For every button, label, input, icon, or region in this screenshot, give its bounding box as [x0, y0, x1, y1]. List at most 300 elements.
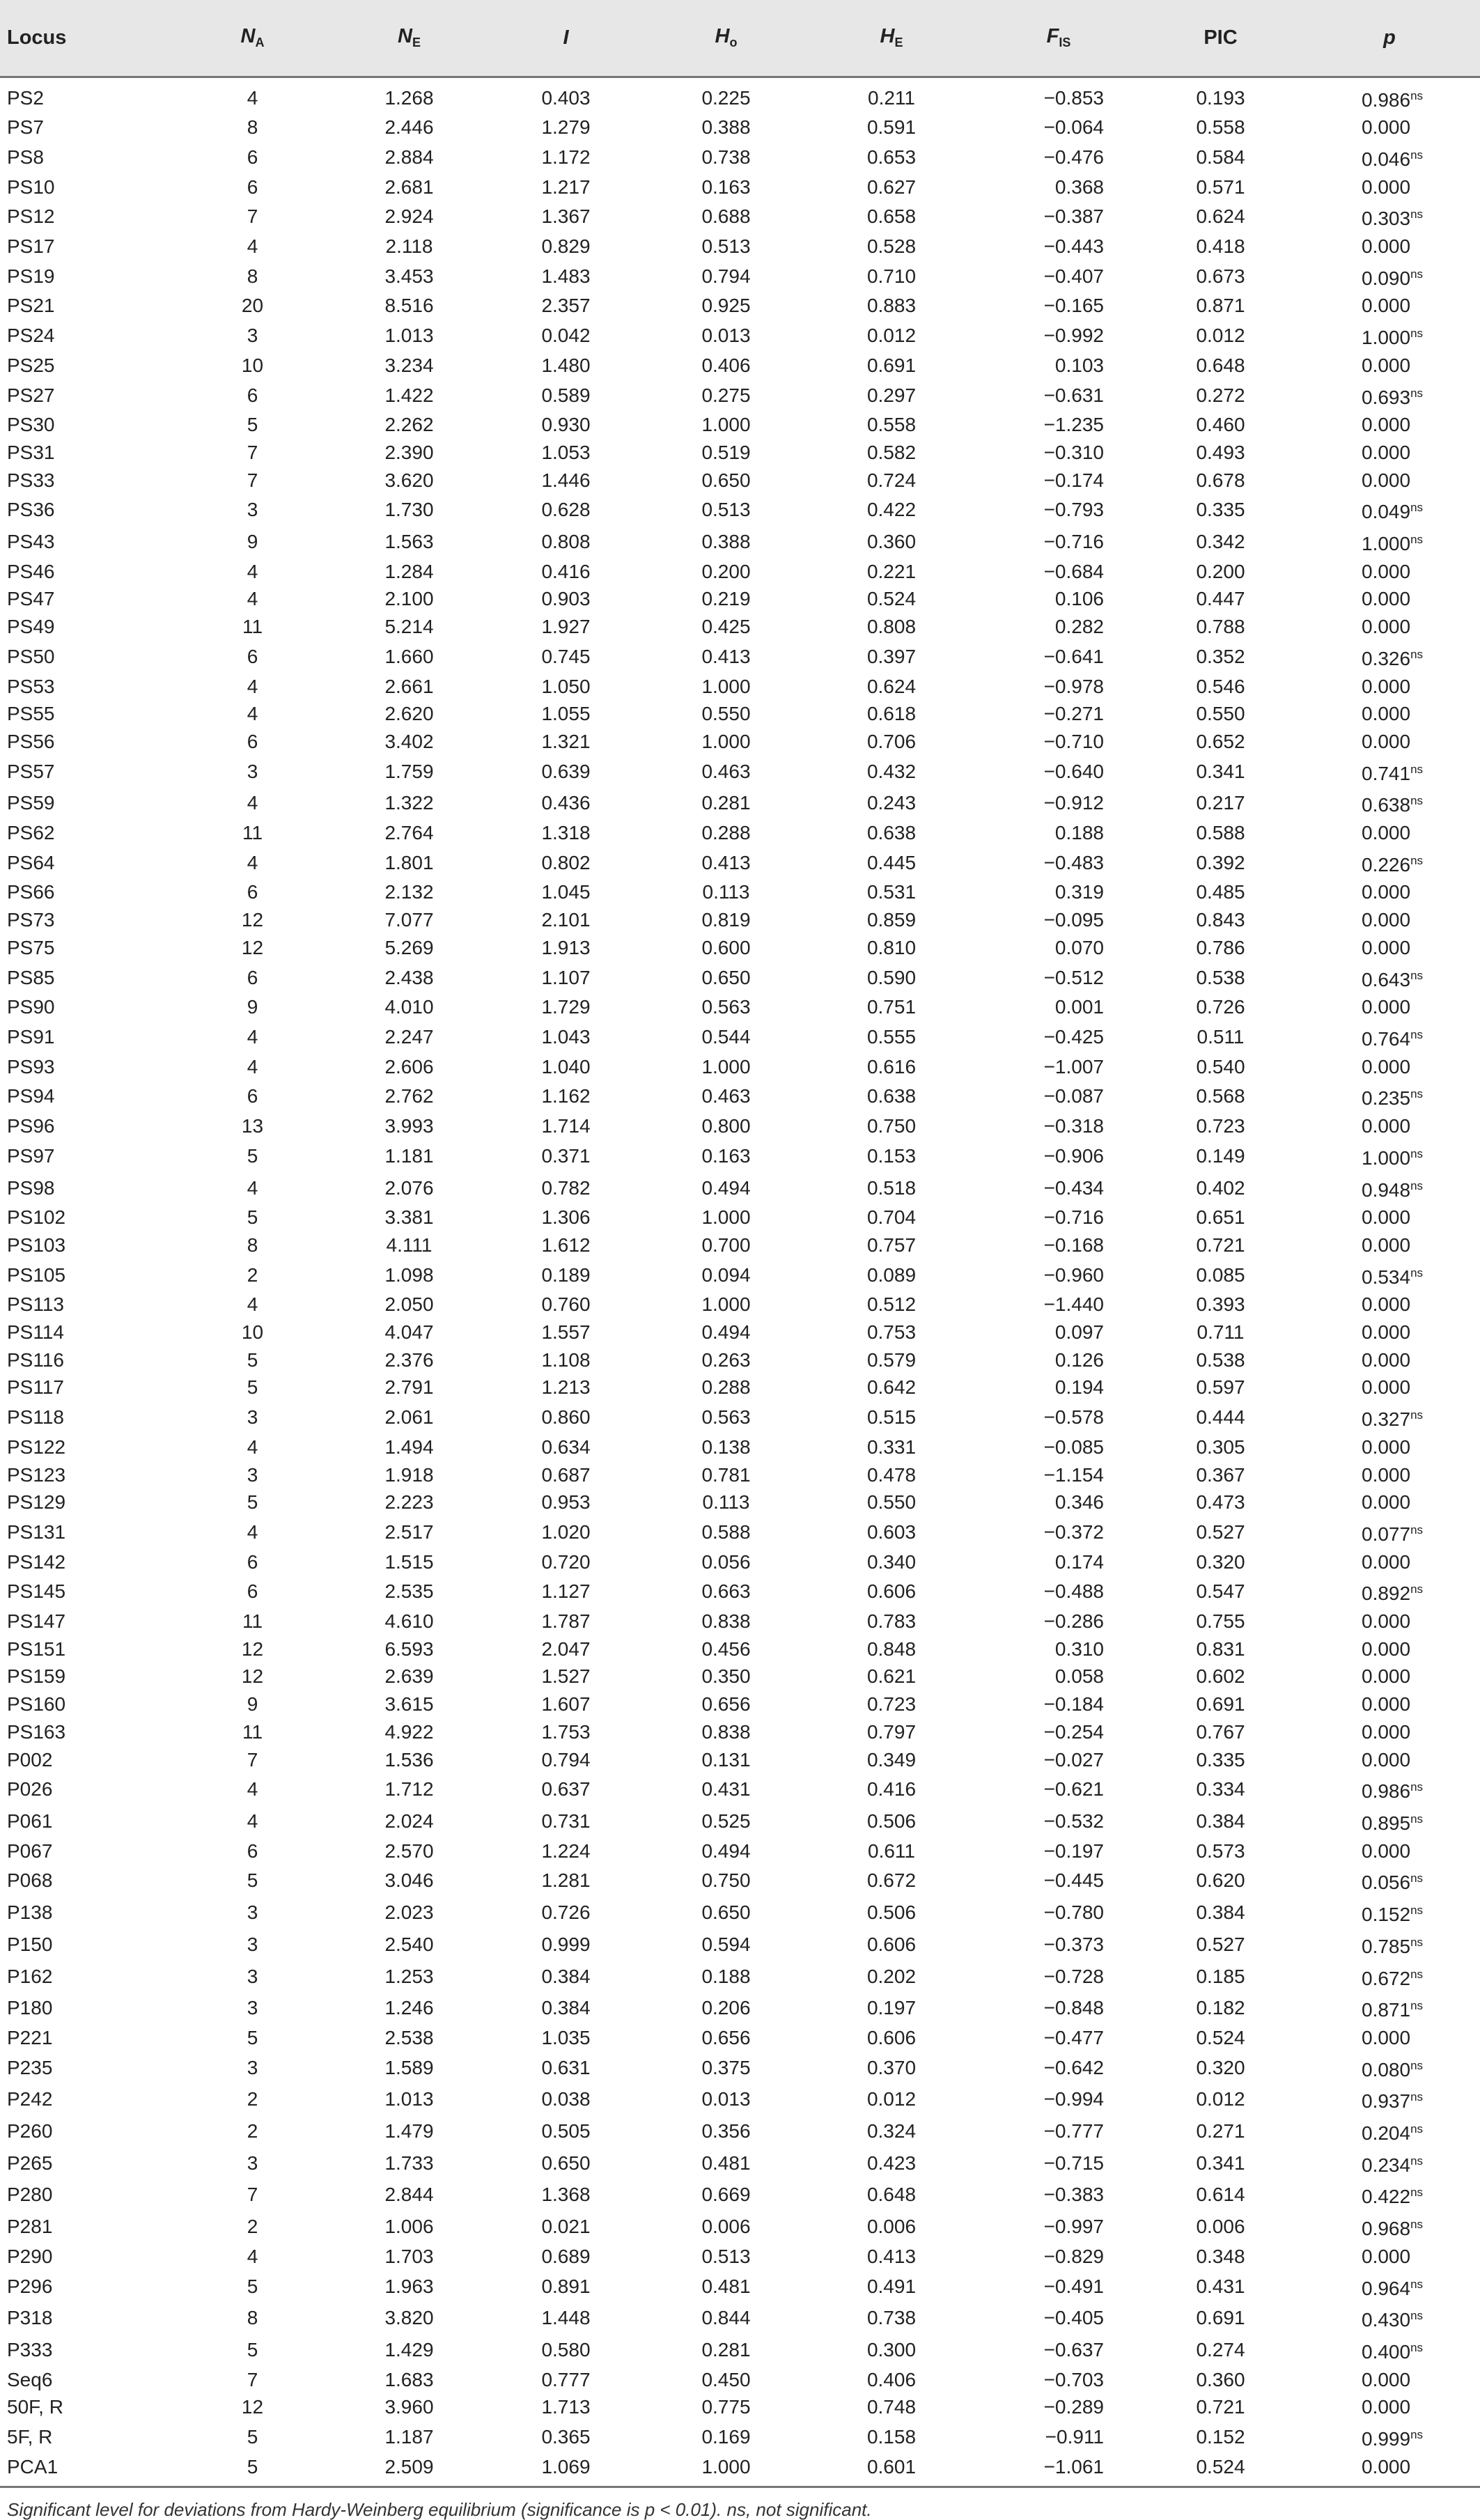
- cell-ne: 1.683: [384, 2368, 434, 2390]
- cell-na: 7: [247, 441, 258, 463]
- cell-ho: 0.481: [701, 2275, 751, 2297]
- cell-value: 0.174: [1054, 1550, 1104, 1573]
- cell-ne: 1.013: [384, 325, 434, 347]
- cell-fis: [975, 141, 1142, 173]
- cell-p-value: [1299, 380, 1480, 412]
- cell-fis: [975, 993, 1142, 1021]
- cell-p-value: [1299, 756, 1480, 788]
- table-row: [0, 1516, 1480, 1548]
- table-row: [0, 1080, 1480, 1112]
- table-row: [0, 1401, 1480, 1433]
- cell-locus: PS160: [7, 1693, 66, 1716]
- table-row: [0, 2243, 1480, 2271]
- cell-pic: 0.274: [1196, 2338, 1245, 2360]
- cell-value: −0.168: [1043, 1234, 1104, 1256]
- cell-he: 0.397: [866, 645, 917, 667]
- cell-he: 0.360: [866, 531, 917, 553]
- cell-i: 1.480: [541, 354, 591, 376]
- significance-marker: ns: [1410, 148, 1424, 162]
- cell-value: [1334, 1080, 1445, 1112]
- cell-he: 0.624: [866, 675, 917, 697]
- cell-fis: [975, 728, 1142, 756]
- cell-value: −0.578: [1043, 1406, 1104, 1429]
- cell-value: −1.440: [1043, 1293, 1104, 1316]
- cell-p-value: [1299, 847, 1480, 879]
- cell-ho: 0.056: [701, 1550, 751, 1573]
- cell-he: 0.883: [866, 295, 917, 317]
- cell-na: 4: [247, 86, 258, 109]
- cell-value: −0.997: [1043, 2216, 1104, 2238]
- cell-he: 0.153: [866, 1144, 917, 1167]
- cell-i: 0.416: [541, 560, 591, 582]
- cell-ne: 2.390: [384, 441, 434, 463]
- cell-i: 0.760: [541, 1293, 591, 1316]
- p-value-text: 0.000: [1362, 1491, 1411, 1514]
- cell-locus: PS62: [7, 822, 55, 844]
- cell-value: [1334, 233, 1445, 260]
- cell-pic: 0.558: [1196, 116, 1245, 139]
- cell-p-value: [1299, 352, 1480, 380]
- column-header-label: PIC: [1204, 26, 1238, 49]
- cell-he: 0.808: [866, 616, 917, 638]
- table-row: [0, 1663, 1480, 1690]
- cell-fis: [975, 1516, 1142, 1548]
- cell-i: 0.038: [541, 2088, 591, 2110]
- cell-i: 1.913: [541, 936, 591, 958]
- p-value-text: 0.000: [1362, 354, 1411, 376]
- cell-na: 8: [247, 1234, 258, 1256]
- significance-marker: ns: [1410, 1812, 1424, 1826]
- cell-i: 1.367: [541, 205, 591, 228]
- cell-na: 5: [247, 1491, 258, 1514]
- column-header-pic: [1142, 0, 1299, 77]
- cell-value: −0.027: [1043, 1748, 1104, 1771]
- cell-ho: 0.519: [701, 441, 751, 463]
- cell-locus: PS90: [7, 996, 55, 1018]
- cell-ho: 0.794: [701, 265, 751, 287]
- cell-i: 1.035: [541, 2026, 591, 2048]
- cell-na: 6: [247, 645, 258, 667]
- cell-ne: 1.703: [384, 2245, 434, 2267]
- cell-value: [1334, 1837, 1445, 1865]
- p-value-text: 0.000: [1362, 1665, 1411, 1688]
- cell-fis: [975, 962, 1142, 994]
- cell-na: 11: [242, 1720, 263, 1743]
- cell-ne: 1.589: [384, 2056, 434, 2078]
- p-value-text: 0.303: [1362, 208, 1411, 230]
- cell-p-value: [1299, 1291, 1480, 1319]
- cell-ho: 0.844: [701, 2307, 751, 2329]
- table-row: [0, 114, 1480, 141]
- cell-ho: 0.413: [701, 851, 751, 873]
- cell-locus: PS159: [7, 1665, 66, 1688]
- cell-value: [1334, 585, 1445, 613]
- cell-na: 5: [247, 1869, 258, 1892]
- cell-na: 3: [247, 499, 258, 521]
- cell-ne: 2.620: [384, 703, 434, 725]
- cell-i: 0.628: [541, 499, 591, 521]
- cell-fis: [975, 1461, 1142, 1489]
- cell-i: 1.448: [541, 2307, 591, 2329]
- cell-ho: 0.838: [701, 1610, 751, 1633]
- p-value-text: 0.090: [1362, 267, 1411, 289]
- cell-he: 0.089: [866, 1263, 917, 1286]
- cell-p-value: [1299, 411, 1480, 439]
- cell-na: 4: [247, 1055, 258, 1078]
- cell-ne: 5.214: [384, 616, 434, 638]
- p-value-text: 0.056: [1362, 1872, 1411, 1894]
- column-header-p: [1299, 0, 1480, 77]
- cell-ne: 1.429: [384, 2338, 434, 2360]
- cell-locus: PS131: [7, 1520, 66, 1543]
- cell-fis: [975, 320, 1142, 352]
- cell-pic: 0.721: [1196, 1234, 1245, 1256]
- cell-pic: 0.678: [1196, 469, 1245, 491]
- cell-fis: [975, 1805, 1142, 1837]
- cell-locus: PS30: [7, 414, 55, 436]
- cell-i: 2.101: [541, 909, 591, 931]
- cell-fis: [975, 2271, 1142, 2303]
- cell-ho: 0.544: [701, 1026, 751, 1048]
- cell-fis: [975, 613, 1142, 641]
- significance-marker: ns: [1410, 208, 1424, 221]
- cell-pic: 0.571: [1196, 176, 1245, 198]
- cell-value: [1334, 2302, 1445, 2334]
- cell-i: 1.224: [541, 1840, 591, 1862]
- cell-pic: 0.648: [1196, 354, 1245, 376]
- cell-he: 0.621: [866, 1665, 917, 1688]
- cell-ne: 2.517: [384, 1520, 434, 1543]
- cell-locus: PS10: [7, 176, 55, 198]
- p-value-text: 0.226: [1362, 853, 1411, 876]
- cell-i: 0.689: [541, 2245, 591, 2267]
- significance-marker: ns: [1410, 2428, 1424, 2442]
- cell-pic: 0.691: [1196, 2307, 1245, 2329]
- cell-locus: P242: [7, 2088, 53, 2110]
- table-row: [0, 2393, 1480, 2421]
- cell-fis: [975, 1746, 1142, 1774]
- cell-value: [1334, 934, 1445, 962]
- cell-p-value: [1299, 1112, 1480, 1140]
- cell-p-value: [1299, 2334, 1480, 2366]
- cell-na: 5: [247, 2426, 258, 2448]
- cell-fis: [975, 2366, 1142, 2394]
- cell-value: [1334, 1897, 1445, 1929]
- cell-he: 0.616: [866, 1055, 917, 1078]
- cell-ne: 1.246: [384, 1997, 434, 2019]
- table-row: [0, 2421, 1480, 2453]
- cell-p-value: [1299, 1690, 1480, 1718]
- cell-he: 0.603: [866, 1520, 917, 1543]
- cell-value: −0.642: [1043, 2056, 1104, 2078]
- p-value-text: 0.234: [1362, 2154, 1411, 2176]
- p-value-text: 0.000: [1362, 1293, 1411, 1316]
- cell-pic: 0.538: [1196, 966, 1245, 988]
- cell-i: 2.047: [541, 1638, 591, 1660]
- cell-he: 0.528: [866, 235, 917, 258]
- cell-fis: [975, 787, 1142, 819]
- cell-fis: [975, 411, 1142, 439]
- cell-na: 7: [247, 2184, 258, 2206]
- cell-value: [1334, 1929, 1445, 1961]
- significance-marker: ns: [1410, 794, 1424, 808]
- cell-ne: 2.791: [384, 1376, 434, 1399]
- cell-pic: 0.721: [1196, 2396, 1245, 2418]
- cell-locus: Seq6: [7, 2368, 53, 2390]
- cell-fis: [975, 1837, 1142, 1865]
- cell-value: 0.001: [1054, 996, 1104, 1018]
- p-value-text: 0.046: [1362, 148, 1411, 170]
- cell-value: −0.777: [1043, 2120, 1104, 2142]
- cell-value: [1334, 1690, 1445, 1718]
- cell-pic: 0.384: [1196, 1810, 1245, 1832]
- cell-fis: [975, 1576, 1142, 1608]
- table-row: [0, 1929, 1480, 1961]
- cell-locus: P002: [7, 1748, 53, 1771]
- p-value-text: 0.000: [1362, 1748, 1411, 1771]
- cell-fis: [975, 2334, 1142, 2366]
- cell-na: 13: [241, 1115, 264, 1137]
- cell-value: [1334, 2083, 1445, 2115]
- cell-ho: 0.163: [701, 1144, 751, 1167]
- cell-fis: [975, 1401, 1142, 1433]
- cell-i: 0.384: [541, 1997, 591, 2019]
- cell-he: 0.658: [866, 205, 917, 228]
- cell-ho: 0.138: [701, 1436, 751, 1458]
- table-row: [0, 1805, 1480, 1837]
- cell-ho: 0.388: [701, 116, 751, 139]
- cell-fis: [975, 2243, 1142, 2271]
- cell-fis: [975, 2115, 1142, 2147]
- cell-na: 6: [247, 146, 258, 168]
- cell-value: 0.097: [1054, 1321, 1104, 1344]
- p-value-text: 0.986: [1362, 88, 1411, 111]
- cell-pic: 0.431: [1196, 2275, 1245, 2297]
- cell-i: 1.043: [541, 1026, 591, 1048]
- cell-p-value: [1299, 2421, 1480, 2453]
- cell-value: [1334, 141, 1445, 173]
- cell-value: −0.637: [1043, 2338, 1104, 2360]
- p-value-text: 0.000: [1362, 1638, 1411, 1660]
- cell-locus: P061: [7, 1810, 53, 1832]
- cell-value: [1334, 1053, 1445, 1081]
- cell-locus: PS85: [7, 966, 55, 988]
- cell-p-value: [1299, 2147, 1480, 2179]
- cell-p-value: [1299, 1992, 1480, 2024]
- cell-locus: PS97: [7, 1144, 55, 1167]
- cell-p-value: [1299, 878, 1480, 906]
- cell-pic: 0.786: [1196, 936, 1245, 958]
- column-header-locus: [0, 0, 174, 77]
- cell-ho: 0.650: [701, 1901, 751, 1924]
- cell-ho: 0.219: [701, 588, 751, 610]
- p-value-text: 0.643: [1362, 968, 1411, 990]
- cell-ne: 2.376: [384, 1348, 434, 1371]
- cell-na: 3: [247, 1933, 258, 1955]
- cell-he: 0.606: [866, 1580, 917, 1603]
- cell-p-value: [1299, 1718, 1480, 1746]
- cell-p-value: [1299, 1663, 1480, 1690]
- cell-value: [1334, 1516, 1445, 1548]
- table-row: [0, 201, 1480, 233]
- cell-he: 0.810: [866, 936, 917, 958]
- p-value-text: 0.000: [1362, 703, 1411, 725]
- cell-pic: 0.723: [1196, 1115, 1245, 1137]
- cell-pic: 0.393: [1196, 1293, 1245, 1316]
- cell-locus: P067: [7, 1840, 53, 1862]
- cell-pic: 0.085: [1196, 1263, 1245, 1286]
- significance-marker: ns: [1410, 2090, 1424, 2104]
- cell-value: [1334, 2052, 1445, 2084]
- significance-marker: ns: [1410, 1872, 1424, 1885]
- cell-ho: 1.000: [701, 1293, 751, 1316]
- p-value-text: 0.000: [1362, 1610, 1411, 1633]
- cell-value: −0.621: [1043, 1778, 1104, 1800]
- table-row: [0, 1204, 1480, 1231]
- cell-he: 0.324: [866, 2120, 917, 2142]
- cell-na: 3: [247, 2056, 258, 2078]
- cell-ho: 0.650: [701, 966, 751, 988]
- cell-ho: 0.700: [701, 1234, 751, 1256]
- cell-he: 0.797: [866, 1720, 917, 1743]
- cell-ho: 0.094: [701, 1263, 751, 1286]
- cell-i: 1.213: [541, 1376, 591, 1399]
- significance-marker: ns: [1410, 1904, 1424, 1918]
- table-row: [0, 77, 1480, 114]
- column-header-label: I: [563, 26, 569, 49]
- cell-pic: 0.767: [1196, 1720, 1245, 1743]
- cell-p-value: [1299, 320, 1480, 352]
- p-value-text: 0.000: [1362, 560, 1411, 582]
- cell-pic: 0.602: [1196, 1665, 1245, 1688]
- cell-locus: PS8: [7, 146, 44, 168]
- table-row: [0, 260, 1480, 293]
- cell-na: 4: [247, 2245, 258, 2267]
- cell-ne: 3.960: [384, 2396, 434, 2418]
- cell-locus: PS96: [7, 1115, 55, 1137]
- cell-he: 0.158: [866, 2426, 917, 2448]
- cell-value: [1334, 1548, 1445, 1576]
- table-row: [0, 1259, 1480, 1291]
- cell-value: −0.085: [1043, 1436, 1104, 1458]
- cell-he: 0.648: [866, 2184, 917, 2206]
- cell-na: 2: [247, 2088, 258, 2110]
- cell-value: [1334, 352, 1445, 380]
- cell-ho: 0.525: [701, 1810, 751, 1832]
- cell-ho: 0.838: [701, 1720, 751, 1743]
- cell-p-value: [1299, 1140, 1480, 1172]
- cell-value: [1334, 1608, 1445, 1635]
- cell-locus: P281: [7, 2216, 53, 2238]
- cell-ne: 2.050: [384, 1293, 434, 1316]
- cell-ne: 1.013: [384, 2088, 434, 2110]
- cell-pic: 0.402: [1196, 1176, 1245, 1199]
- cell-p-value: [1299, 1080, 1480, 1112]
- cell-i: 1.040: [541, 1055, 591, 1078]
- cell-value: −0.716: [1043, 1206, 1104, 1229]
- cell-i: 1.446: [541, 469, 591, 491]
- cell-value: −0.829: [1043, 2245, 1104, 2267]
- cell-locus: P296: [7, 2275, 53, 2297]
- cell-value: 0.070: [1054, 936, 1104, 958]
- cell-i: 1.107: [541, 966, 591, 988]
- cell-value: [1334, 2024, 1445, 2052]
- table-row: [0, 320, 1480, 352]
- cell-p-value: [1299, 993, 1480, 1021]
- cell-locus: PCA1: [7, 2455, 59, 2478]
- cell-value: [1334, 1231, 1445, 1259]
- cell-ho: 0.688: [701, 205, 751, 228]
- cell-he: 0.349: [866, 1748, 917, 1771]
- cell-i: 1.217: [541, 176, 591, 198]
- cell-value: [1334, 728, 1445, 756]
- cell-he: 0.012: [866, 2088, 917, 2110]
- cell-pic: 0.527: [1196, 1933, 1245, 1955]
- cell-he: 0.627: [866, 176, 917, 198]
- cell-locus: P235: [7, 2056, 53, 2078]
- cell-value: −0.848: [1043, 1997, 1104, 2019]
- cell-pic: 0.320: [1196, 2056, 1245, 2078]
- p-value-text: 0.000: [1362, 675, 1411, 697]
- cell-i: 0.371: [541, 1144, 591, 1167]
- cell-he: 0.297: [866, 384, 917, 406]
- cell-ne: 2.223: [384, 1491, 434, 1514]
- cell-na: 8: [247, 116, 258, 139]
- cell-i: 1.281: [541, 1869, 591, 1892]
- p-value-text: 0.000: [1362, 176, 1411, 198]
- cell-p-value: [1299, 1433, 1480, 1461]
- cell-fis: [975, 2179, 1142, 2211]
- table-row: [0, 2024, 1480, 2052]
- cell-value: −0.912: [1043, 792, 1104, 814]
- cell-na: 6: [247, 730, 258, 752]
- significance-marker: ns: [1410, 1967, 1424, 1981]
- cell-ho: 0.206: [701, 1997, 751, 2019]
- cell-pic: 0.335: [1196, 1748, 1245, 1771]
- significance-marker: ns: [1410, 1999, 1424, 2013]
- cell-value: −0.197: [1043, 1840, 1104, 1862]
- cell-ne: 2.884: [384, 146, 434, 168]
- cell-fis: [975, 1773, 1142, 1805]
- cell-fis: [975, 847, 1142, 879]
- significance-marker: ns: [1410, 501, 1424, 515]
- cell-p-value: [1299, 1516, 1480, 1548]
- cell-fis: [975, 1291, 1142, 1319]
- cell-na: 4: [247, 851, 258, 873]
- cell-ne: 1.268: [384, 86, 434, 109]
- p-value-text: 0.000: [1362, 1463, 1411, 1486]
- cell-fis: [975, 1346, 1142, 1374]
- p-value-text: 0.327: [1362, 1408, 1411, 1431]
- cell-he: 0.221: [866, 560, 917, 582]
- cell-pic: 0.217: [1196, 792, 1245, 814]
- cell-ho: 0.563: [701, 1406, 751, 1429]
- table-row: [0, 411, 1480, 439]
- cell-ne: 2.262: [384, 414, 434, 436]
- cell-ne: 1.730: [384, 499, 434, 521]
- cell-locus: PS2: [7, 86, 44, 109]
- cell-i: 0.808: [541, 531, 591, 553]
- cell-p-value: [1299, 1231, 1480, 1259]
- cell-ne: 2.024: [384, 1810, 434, 1832]
- p-value-text: 0.000: [1362, 235, 1411, 258]
- cell-locus: PS91: [7, 1026, 55, 1048]
- cell-locus: PS73: [7, 909, 55, 931]
- cell-pic: 0.527: [1196, 1520, 1245, 1543]
- cell-locus: PS66: [7, 881, 55, 903]
- cell-value: −0.512: [1043, 966, 1104, 988]
- cell-value: 0.346: [1054, 1491, 1104, 1514]
